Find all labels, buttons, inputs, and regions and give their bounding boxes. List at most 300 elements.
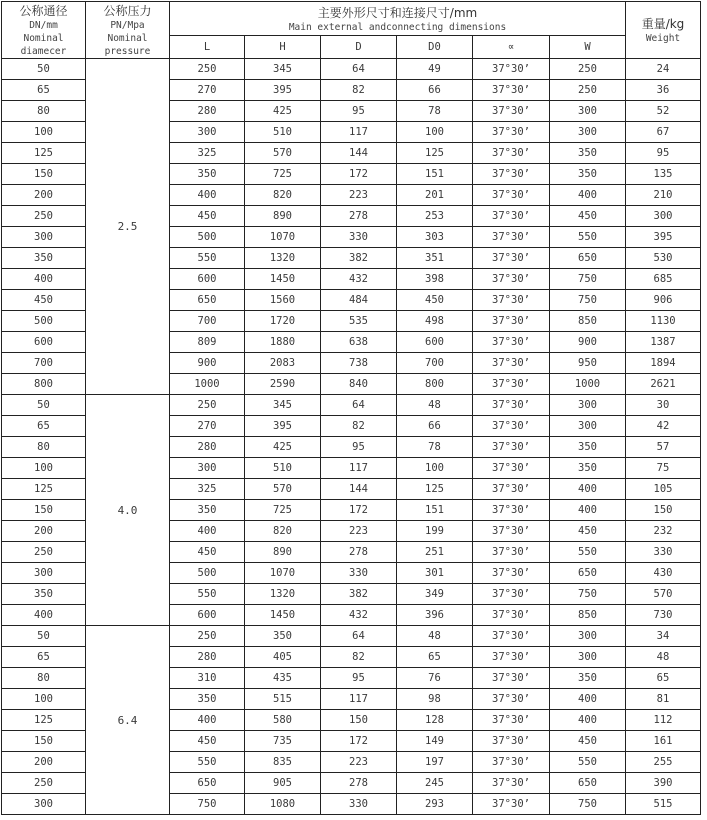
cell-d0: 251 (397, 542, 473, 563)
weight-header (626, 2, 701, 59)
cell-dn: 200 (2, 752, 86, 773)
cell-w: 250 (550, 59, 626, 80)
cell-dn: 400 (2, 605, 86, 626)
cell-l: 900 (170, 353, 245, 374)
cell-l: 250 (170, 59, 245, 80)
cell-angle: 37°30’ (473, 248, 550, 269)
cell-w: 400 (550, 185, 626, 206)
cell-dn: 80 (2, 437, 86, 458)
cell-d0: 498 (397, 311, 473, 332)
cell-w: 650 (550, 248, 626, 269)
cell-w: 950 (550, 353, 626, 374)
cell-l: 700 (170, 311, 245, 332)
cell-d: 278 (321, 206, 397, 227)
cell-angle: 37°30’ (473, 521, 550, 542)
cell-h: 820 (245, 521, 321, 542)
cell-d0: 600 (397, 332, 473, 353)
cell-w: 900 (550, 332, 626, 353)
pn-header (86, 2, 170, 59)
cell-d: 432 (321, 269, 397, 290)
cell-l: 270 (170, 416, 245, 437)
cell-l: 350 (170, 500, 245, 521)
cell-d0: 66 (397, 80, 473, 101)
cell-w: 300 (550, 122, 626, 143)
cell-d0: 100 (397, 122, 473, 143)
cell-d: 64 (321, 59, 397, 80)
cell-weight: 390 (626, 773, 701, 794)
cell-dn: 450 (2, 290, 86, 311)
cell-angle: 37°30’ (473, 395, 550, 416)
cell-d: 64 (321, 626, 397, 647)
cell-weight: 232 (626, 521, 701, 542)
cell-angle: 37°30’ (473, 626, 550, 647)
cell-l: 270 (170, 80, 245, 101)
cell-d0: 199 (397, 521, 473, 542)
cell-d: 738 (321, 353, 397, 374)
cell-w: 750 (550, 584, 626, 605)
cell-d: 278 (321, 773, 397, 794)
cell-h: 350 (245, 626, 321, 647)
cell-angle: 37°30’ (473, 206, 550, 227)
cell-h: 345 (245, 59, 321, 80)
cell-d: 82 (321, 416, 397, 437)
cell-l: 400 (170, 710, 245, 731)
cell-l: 600 (170, 269, 245, 290)
cell-d: 144 (321, 479, 397, 500)
cell-dn: 150 (2, 731, 86, 752)
cell-h: 1070 (245, 563, 321, 584)
cell-h: 435 (245, 668, 321, 689)
cell-dn: 500 (2, 311, 86, 332)
cell-l: 280 (170, 437, 245, 458)
cell-l: 350 (170, 689, 245, 710)
cell-dn: 250 (2, 773, 86, 794)
cell-l: 400 (170, 185, 245, 206)
cell-d0: 700 (397, 353, 473, 374)
cell-w: 550 (550, 752, 626, 773)
cell-h: 515 (245, 689, 321, 710)
cell-dn: 300 (2, 563, 86, 584)
cell-w: 750 (550, 269, 626, 290)
cell-d: 840 (321, 374, 397, 395)
cell-weight: 52 (626, 101, 701, 122)
cell-l: 1000 (170, 374, 245, 395)
table-row (2, 59, 701, 80)
cell-h: 2083 (245, 353, 321, 374)
cell-dn: 100 (2, 122, 86, 143)
cell-h: 1080 (245, 794, 321, 815)
cell-weight: 30 (626, 395, 701, 416)
cell-d0: 398 (397, 269, 473, 290)
cell-dn: 300 (2, 227, 86, 248)
cell-h: 570 (245, 143, 321, 164)
cell-l: 400 (170, 521, 245, 542)
cell-d: 223 (321, 752, 397, 773)
cell-d: 82 (321, 80, 397, 101)
cell-w: 450 (550, 206, 626, 227)
cell-angle: 37°30’ (473, 479, 550, 500)
cell-l: 650 (170, 773, 245, 794)
col-header-h: H (245, 36, 321, 59)
cell-weight: 57 (626, 437, 701, 458)
cell-d0: 349 (397, 584, 473, 605)
cell-d0: 201 (397, 185, 473, 206)
cell-angle: 37°30’ (473, 584, 550, 605)
cell-w: 350 (550, 668, 626, 689)
cell-w: 300 (550, 416, 626, 437)
cell-weight: 1387 (626, 332, 701, 353)
cell-l: 550 (170, 752, 245, 773)
cell-d0: 245 (397, 773, 473, 794)
cell-d0: 253 (397, 206, 473, 227)
cell-h: 1320 (245, 584, 321, 605)
cell-dn: 80 (2, 668, 86, 689)
cell-h: 890 (245, 542, 321, 563)
cell-d0: 100 (397, 458, 473, 479)
pn-header-en1: Nominal (107, 33, 148, 44)
cell-w: 550 (550, 227, 626, 248)
cell-weight: 150 (626, 500, 701, 521)
cell-d0: 66 (397, 416, 473, 437)
cell-d: 82 (321, 647, 397, 668)
cell-d: 223 (321, 185, 397, 206)
cell-w: 400 (550, 689, 626, 710)
cell-dn: 250 (2, 542, 86, 563)
cell-dn: 150 (2, 500, 86, 521)
col-header-angle: ∝ (473, 36, 550, 59)
cell-weight: 112 (626, 710, 701, 731)
cell-weight: 255 (626, 752, 701, 773)
cell-l: 550 (170, 584, 245, 605)
dn-header (2, 2, 86, 59)
cell-w: 850 (550, 311, 626, 332)
cell-weight: 685 (626, 269, 701, 290)
cell-l: 450 (170, 206, 245, 227)
cell-d: 535 (321, 311, 397, 332)
cell-d0: 48 (397, 626, 473, 647)
cell-weight: 2621 (626, 374, 701, 395)
cell-d: 382 (321, 248, 397, 269)
cell-d: 172 (321, 500, 397, 521)
cell-angle: 37°30’ (473, 710, 550, 731)
cell-d: 117 (321, 458, 397, 479)
cell-l: 280 (170, 647, 245, 668)
cell-h: 580 (245, 710, 321, 731)
col-header-l: L (170, 36, 245, 59)
cell-d0: 78 (397, 437, 473, 458)
cell-l: 500 (170, 227, 245, 248)
cell-w: 350 (550, 143, 626, 164)
cell-angle: 37°30’ (473, 227, 550, 248)
cell-angle: 37°30’ (473, 437, 550, 458)
cell-d: 638 (321, 332, 397, 353)
cell-d: 117 (321, 122, 397, 143)
cell-w: 400 (550, 479, 626, 500)
cell-h: 905 (245, 773, 321, 794)
cell-weight: 300 (626, 206, 701, 227)
cell-h: 835 (245, 752, 321, 773)
cell-l: 280 (170, 101, 245, 122)
cell-d: 95 (321, 668, 397, 689)
cell-angle: 37°30’ (473, 647, 550, 668)
cell-d0: 65 (397, 647, 473, 668)
cell-d0: 48 (397, 395, 473, 416)
cell-d: 172 (321, 731, 397, 752)
cell-w: 650 (550, 563, 626, 584)
cell-w: 300 (550, 626, 626, 647)
cell-pressure: 4.0 (86, 395, 170, 626)
cell-d0: 49 (397, 59, 473, 80)
dims-header (170, 2, 626, 36)
cell-weight: 906 (626, 290, 701, 311)
cell-d0: 197 (397, 752, 473, 773)
cell-d: 223 (321, 521, 397, 542)
cell-l: 350 (170, 164, 245, 185)
cell-dn: 800 (2, 374, 86, 395)
cell-h: 1720 (245, 311, 321, 332)
pn-header-en2: pressure (104, 46, 151, 57)
cell-angle: 37°30’ (473, 605, 550, 626)
col-header-d: D (321, 36, 397, 59)
cell-h: 345 (245, 395, 321, 416)
cell-pressure: 6.4 (86, 626, 170, 815)
cell-dn: 65 (2, 416, 86, 437)
cell-dn: 700 (2, 353, 86, 374)
cell-h: 1450 (245, 605, 321, 626)
cell-angle: 37°30’ (473, 794, 550, 815)
dimensions-table (1, 1, 701, 815)
cell-w: 650 (550, 773, 626, 794)
cell-angle: 37°30’ (473, 143, 550, 164)
cell-w: 850 (550, 605, 626, 626)
cell-weight: 75 (626, 458, 701, 479)
cell-weight: 1894 (626, 353, 701, 374)
cell-h: 395 (245, 80, 321, 101)
cell-d0: 800 (397, 374, 473, 395)
weight-header-en: Weight (645, 33, 681, 44)
cell-h: 725 (245, 500, 321, 521)
cell-l: 325 (170, 479, 245, 500)
cell-h: 510 (245, 458, 321, 479)
cell-angle: 37°30’ (473, 101, 550, 122)
cell-w: 1000 (550, 374, 626, 395)
cell-w: 350 (550, 164, 626, 185)
table-body (2, 59, 701, 815)
cell-weight: 210 (626, 185, 701, 206)
cell-dn: 150 (2, 164, 86, 185)
dims-header-en: Main external andconnecting dimensions (288, 21, 507, 33)
cell-angle: 37°30’ (473, 59, 550, 80)
cell-angle: 37°30’ (473, 374, 550, 395)
cell-angle: 37°30’ (473, 752, 550, 773)
col-header-w: W (550, 36, 626, 59)
cell-w: 450 (550, 521, 626, 542)
dn-header-en1: Nominal (23, 33, 64, 44)
cell-d: 330 (321, 227, 397, 248)
cell-angle: 37°30’ (473, 542, 550, 563)
table-header (2, 2, 701, 59)
cell-l: 325 (170, 143, 245, 164)
cell-h: 1560 (245, 290, 321, 311)
cell-weight: 34 (626, 626, 701, 647)
cell-dn: 350 (2, 584, 86, 605)
cell-h: 725 (245, 164, 321, 185)
pn-header-unit: PN/Mpa (110, 20, 145, 31)
cell-d0: 301 (397, 563, 473, 584)
cell-weight: 161 (626, 731, 701, 752)
cell-d0: 78 (397, 101, 473, 122)
cell-w: 400 (550, 710, 626, 731)
cell-dn: 100 (2, 689, 86, 710)
cell-dn: 50 (2, 626, 86, 647)
cell-h: 1450 (245, 269, 321, 290)
cell-weight: 430 (626, 563, 701, 584)
cell-d: 117 (321, 689, 397, 710)
cell-weight: 1130 (626, 311, 701, 332)
cell-w: 250 (550, 80, 626, 101)
dn-header-en2: diamecer (20, 46, 67, 57)
cell-d: 432 (321, 605, 397, 626)
cell-dn: 250 (2, 206, 86, 227)
cell-d: 95 (321, 437, 397, 458)
cell-h: 425 (245, 101, 321, 122)
dims-header-cn: 主要外形尺寸和连接尺寸/mm (317, 5, 478, 20)
cell-weight: 24 (626, 59, 701, 80)
cell-dn: 65 (2, 647, 86, 668)
cell-l: 300 (170, 122, 245, 143)
cell-d: 144 (321, 143, 397, 164)
cell-h: 2590 (245, 374, 321, 395)
cell-angle: 37°30’ (473, 290, 550, 311)
cell-angle: 37°30’ (473, 668, 550, 689)
pn-header-cn: 公称压力 (103, 4, 152, 18)
cell-h: 1880 (245, 332, 321, 353)
cell-d0: 125 (397, 143, 473, 164)
cell-l: 600 (170, 605, 245, 626)
cell-l: 450 (170, 731, 245, 752)
cell-dn: 80 (2, 101, 86, 122)
cell-weight: 730 (626, 605, 701, 626)
cell-angle: 37°30’ (473, 311, 550, 332)
cell-angle: 37°30’ (473, 689, 550, 710)
cell-weight: 65 (626, 668, 701, 689)
cell-angle: 37°30’ (473, 122, 550, 143)
cell-weight: 330 (626, 542, 701, 563)
cell-weight: 81 (626, 689, 701, 710)
cell-dn: 65 (2, 80, 86, 101)
cell-h: 570 (245, 479, 321, 500)
cell-w: 300 (550, 101, 626, 122)
cell-weight: 530 (626, 248, 701, 269)
cell-d: 484 (321, 290, 397, 311)
cell-l: 450 (170, 542, 245, 563)
cell-d0: 98 (397, 689, 473, 710)
cell-weight: 515 (626, 794, 701, 815)
cell-dn: 125 (2, 479, 86, 500)
cell-dn: 200 (2, 185, 86, 206)
cell-h: 425 (245, 437, 321, 458)
cell-angle: 37°30’ (473, 773, 550, 794)
cell-l: 250 (170, 395, 245, 416)
cell-angle: 37°30’ (473, 269, 550, 290)
cell-weight: 67 (626, 122, 701, 143)
cell-weight: 42 (626, 416, 701, 437)
cell-dn: 50 (2, 59, 86, 80)
cell-weight: 395 (626, 227, 701, 248)
cell-l: 650 (170, 290, 245, 311)
cell-w: 450 (550, 731, 626, 752)
cell-h: 890 (245, 206, 321, 227)
cell-d0: 128 (397, 710, 473, 731)
col-header-d0: D0 (397, 36, 473, 59)
cell-h: 395 (245, 416, 321, 437)
cell-dn: 50 (2, 395, 86, 416)
cell-d0: 303 (397, 227, 473, 248)
cell-d: 172 (321, 164, 397, 185)
cell-w: 400 (550, 500, 626, 521)
cell-dn: 400 (2, 269, 86, 290)
weight-header-cn: 重量/kg (641, 17, 685, 31)
cell-dn: 300 (2, 794, 86, 815)
cell-angle: 37°30’ (473, 353, 550, 374)
cell-pressure: 2.5 (86, 59, 170, 395)
cell-h: 405 (245, 647, 321, 668)
cell-w: 350 (550, 437, 626, 458)
dn-header-cn: 公称通径 (19, 4, 68, 18)
cell-d: 95 (321, 101, 397, 122)
cell-dn: 125 (2, 143, 86, 164)
cell-dn: 100 (2, 458, 86, 479)
cell-l: 550 (170, 248, 245, 269)
cell-angle: 37°30’ (473, 332, 550, 353)
table-row (2, 395, 701, 416)
cell-h: 510 (245, 122, 321, 143)
cell-dn: 600 (2, 332, 86, 353)
cell-weight: 36 (626, 80, 701, 101)
cell-d0: 293 (397, 794, 473, 815)
cell-l: 300 (170, 458, 245, 479)
cell-angle: 37°30’ (473, 185, 550, 206)
cell-w: 750 (550, 290, 626, 311)
cell-weight: 135 (626, 164, 701, 185)
cell-angle: 37°30’ (473, 458, 550, 479)
cell-weight: 48 (626, 647, 701, 668)
cell-d: 382 (321, 584, 397, 605)
cell-d0: 450 (397, 290, 473, 311)
cell-angle: 37°30’ (473, 80, 550, 101)
cell-w: 300 (550, 647, 626, 668)
cell-l: 750 (170, 794, 245, 815)
cell-weight: 95 (626, 143, 701, 164)
cell-w: 300 (550, 395, 626, 416)
cell-d0: 125 (397, 479, 473, 500)
table-row (2, 626, 701, 647)
cell-angle: 37°30’ (473, 164, 550, 185)
cell-d: 278 (321, 542, 397, 563)
cell-w: 350 (550, 458, 626, 479)
cell-dn: 200 (2, 521, 86, 542)
cell-l: 809 (170, 332, 245, 353)
cell-weight: 570 (626, 584, 701, 605)
cell-d0: 151 (397, 500, 473, 521)
cell-angle: 37°30’ (473, 416, 550, 437)
cell-h: 1320 (245, 248, 321, 269)
cell-d0: 151 (397, 164, 473, 185)
cell-d0: 149 (397, 731, 473, 752)
cell-w: 550 (550, 542, 626, 563)
cell-dn: 125 (2, 710, 86, 731)
cell-w: 750 (550, 794, 626, 815)
